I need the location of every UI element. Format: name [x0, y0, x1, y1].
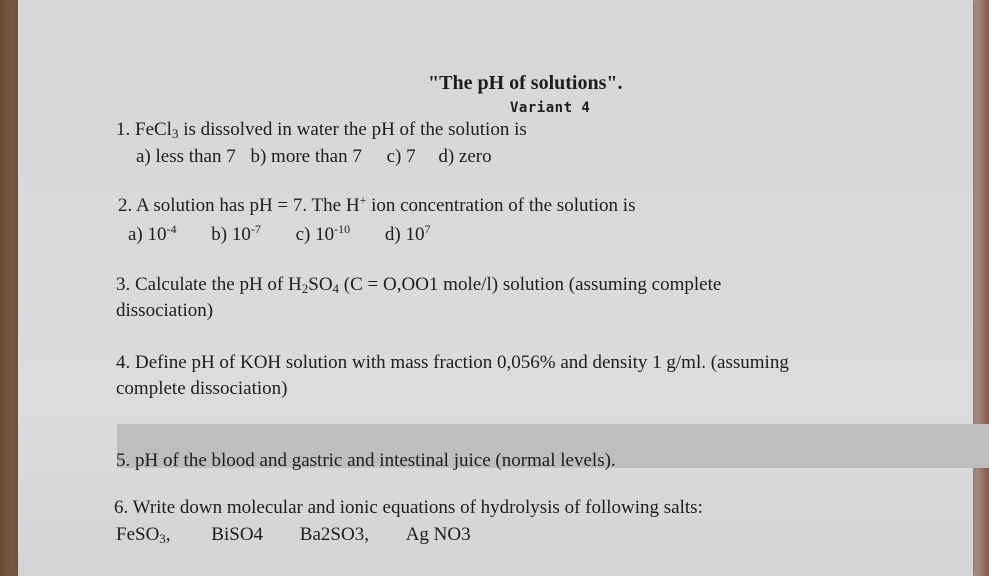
- question-2-option-c: c) $10^{-10}$: [295, 222, 351, 245]
- question-2-option-d: d) $10^7$: [384, 222, 431, 245]
- question-2-stem: [118, 195, 635, 217]
- question-6-salts: [116, 524, 471, 546]
- question-2-ion: H+: [345, 193, 367, 216]
- question-3-formula: $H_2SO_4$: [288, 274, 340, 296]
- question-6-salt-2: BiSO4: [211, 524, 264, 545]
- question-1-text: is dissolved in water the pH of the solution is: [183, 119, 527, 140]
- question-3-concentration: (C = O,OO1 mole/l): [343, 274, 499, 295]
- question-2-option-a: a) $10^{-4}$: [128, 222, 177, 245]
- question-1-option-a: a) less than 7: [136, 146, 236, 167]
- question-1-option-c: c) 7: [386, 146, 416, 167]
- question-6-line-1: 6. Write down molecular and ionic equations of hydrolysis of following salts:: [114, 497, 703, 518]
- question-3-text-a: Calculate the pH of: [135, 274, 284, 295]
- question-3-continuation: dissociation): [116, 300, 214, 321]
- question-2-options: [128, 224, 430, 246]
- question-1-option-b: b) more than 7: [250, 146, 362, 167]
- question-1-number: 1.: [116, 119, 131, 140]
- worksheet-paper: [18, 0, 973, 576]
- question-6-salt-3: Ba2SO3,: [299, 524, 369, 545]
- question-4-line-2: complete dissociation): [116, 378, 288, 399]
- question-2-text-b: . The: [302, 195, 342, 216]
- question-5-line-1: 5. pH of the blood and gastric and intestinal juice (normal levels).: [116, 450, 616, 471]
- question-3-number: 3.: [116, 274, 131, 295]
- question-1-stem: [116, 119, 527, 141]
- question-6-salt-4: Ag NO3: [405, 524, 471, 545]
- question-1-formula: FeCl$_3$: [135, 119, 179, 141]
- variant-label: Variant 4: [510, 100, 591, 116]
- question-4-line-1: 4. Define pH of KOH solution with mass fraction 0,056% and density 1 g/ml. (assuming: [116, 352, 789, 373]
- question-6-salt-1: FeSO$_3$,: [116, 524, 171, 546]
- worksheet-title: "The pH of solutions".: [428, 72, 623, 94]
- question-1-option-d: d) zero: [438, 146, 492, 167]
- question-2-ph-expression: pH = 7: [249, 195, 303, 216]
- question-3-text-b: solution (assuming complete: [502, 274, 722, 295]
- question-1-options: [136, 146, 492, 168]
- question-2-option-b: b) $10^{-7}$: [211, 222, 261, 245]
- question-2-number: 2.: [118, 195, 133, 216]
- question-2-text-c: ion concentration of the solution is: [371, 195, 636, 216]
- question-3-stem: [116, 274, 721, 296]
- question-2-text-a: A solution has: [135, 195, 245, 216]
